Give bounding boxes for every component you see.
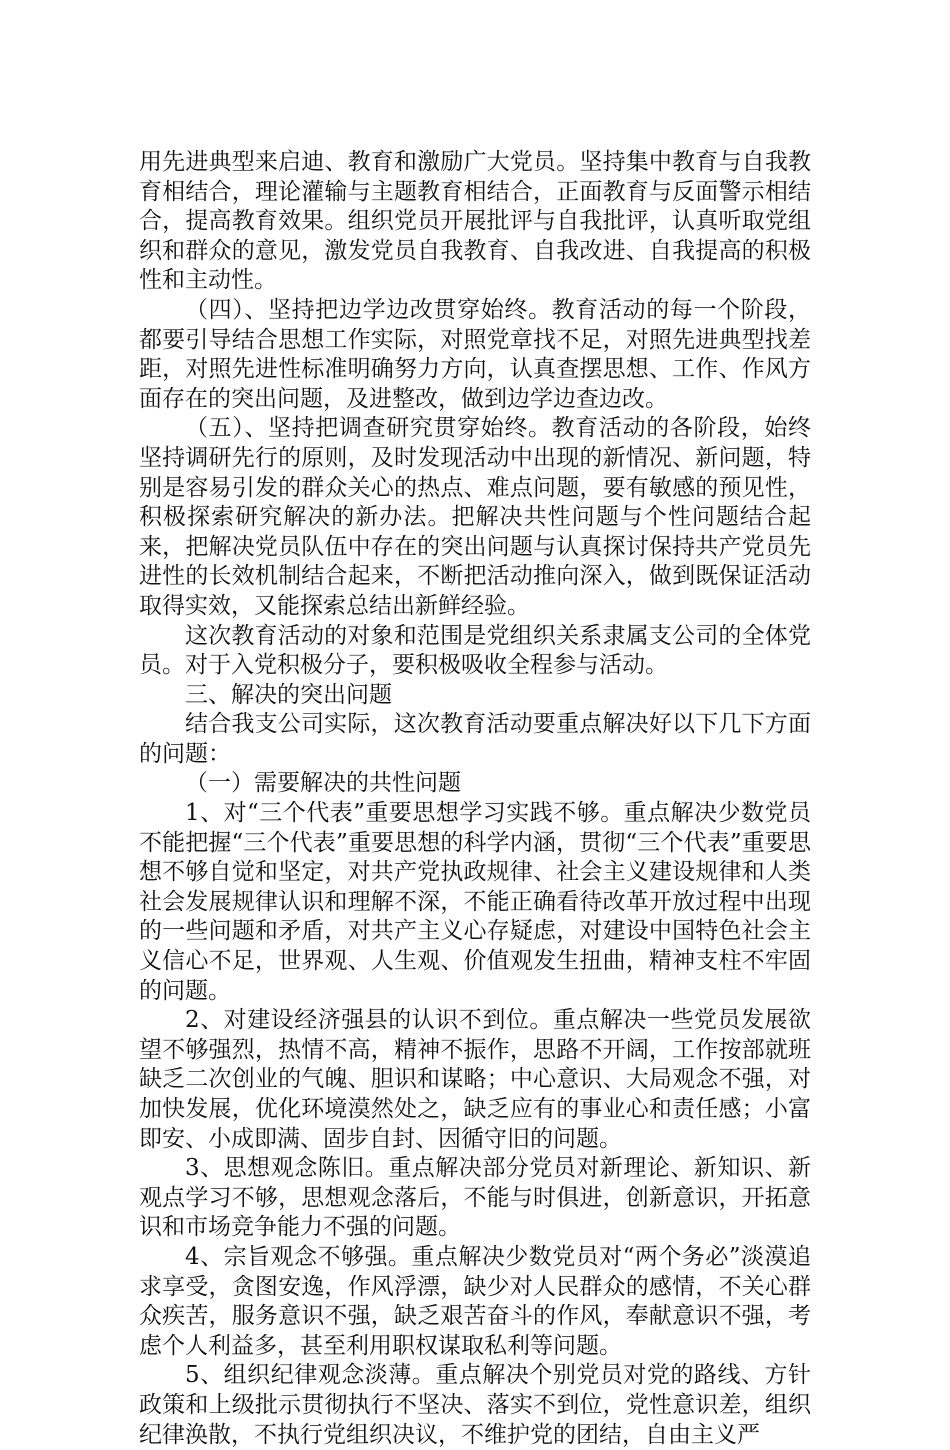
heading-section-3: 三、解决的突出问题 [185,681,392,708]
paragraph-item-4: 4、宗旨观念不够强。重点解决少数党员对“两个务必”淡漠追求享受，贪图安逸，作风浮漂，缺少对人民群众的感情，不关心群众疾苦，服务意识不强，缺乏艰苦奋斗的作风，奉献意识不强，考虑个人利益多，甚至利用职权谋取私利等问题。 [139,1243,811,1359]
paragraph-section-5: （五）、坚持把调查研究贯穿始终。教育活动的各阶段，始终坚持调研先行的原则，及时发现活动中出现的新情况、新问题，特别是容易引发的群众关心的热点、难点问题，要有敏感的预见性，积极探索研究解决的新办法。把解决共性问题与个性问题结合起来，把解决党员队伍中存在的突出问题与认真探讨保持共产党员先进性的长效机制结合起来，不断把活动推向深入，做到既保证活动取得实效，又能探索总结出新鲜经验。 [139,415,811,619]
paragraph-section-4: （四）、坚持把边学边改贯穿始终。教育活动的每一个阶段，都要引导结合思想工作实际，对照党章找不足，对照先进典型找差距，对照先进性标准明确努力方向，认真查摆思想、工作、作风方面存在的突出问题，及进整改，做到边学边查边改。 [139,296,811,412]
paragraph-item-2: 2、对建设经济强县的认识不到位。重点解决一些党员发展欲望不够强烈，热情不高，精神不振作，思路不开阔，工作按部就班缺乏二次创业的气魄、胆识和谋略；中心意识、大局观念不强，对加快发展，优化环境漠然处之，缺乏应有的事业心和责任感；小富即安、小成即满、固步自封、因循守旧的问题。 [139,1007,811,1152]
paragraph-intro-problems: 结合我支公司实际，这次教育活动要重点解决好以下几下方面的问题： [139,711,811,767]
paragraph-item-3: 3、思想观念陈旧。重点解决部分党员对新理论、新知识、新观点学习不够，思想观念落后，不能与时俱进，创新意识，开拓意识和市场竞争能力不强的问题。 [139,1155,811,1241]
paragraph-scope: 这次教育活动的对象和范围是党组织关系隶属支公司的全体党员。对于入党积极分子，要积极吸收全程参与活动。 [139,622,811,679]
subheading-common-problems: （一）需要解决的共性问题 [185,770,461,797]
paragraph-item-5: 5、组织纪律观念淡薄。重点解决个别党员对党的路线、方针政策和上级批示贯彻执行不坚决、落实不到位，党性意识差，组织纪律涣散，不执行党组织决议，不维护党的团结，自由主义严 [139,1362,811,1448]
paragraph-item-1: 1、对“三个代表”重要思想学习实践不够。重点解决少数党员不能把握“三个代表”重要思想的科学内涵，贯彻“三个代表”重要思想不够自觉和坚定，对共产党执政规律、社会主义建设规律和人类社会发展规律认识和理解不深，不能正确看待改革开放过程中出现的一些问题和矛盾，对共产主义心存疑虑，对建设中国特色社会主义信心不足，世界观、人生观、价值观发生扭曲，精神支柱不牢固的问题。 [139,800,811,1004]
document-page [139,148,811,1450]
paragraph-continuation: 用先进典型来启迪、教育和激励广大党员。坚持集中教育与自我教育相结合，理论灌输与主题教育相结合，正面教育与反面警示相结合，提高教育效果。组织党员开展批评与自我批评，认真听取党组织和群众的意见，激发党员自我教育、自我改进、自我提高的积极性和主动性。 [139,149,811,294]
